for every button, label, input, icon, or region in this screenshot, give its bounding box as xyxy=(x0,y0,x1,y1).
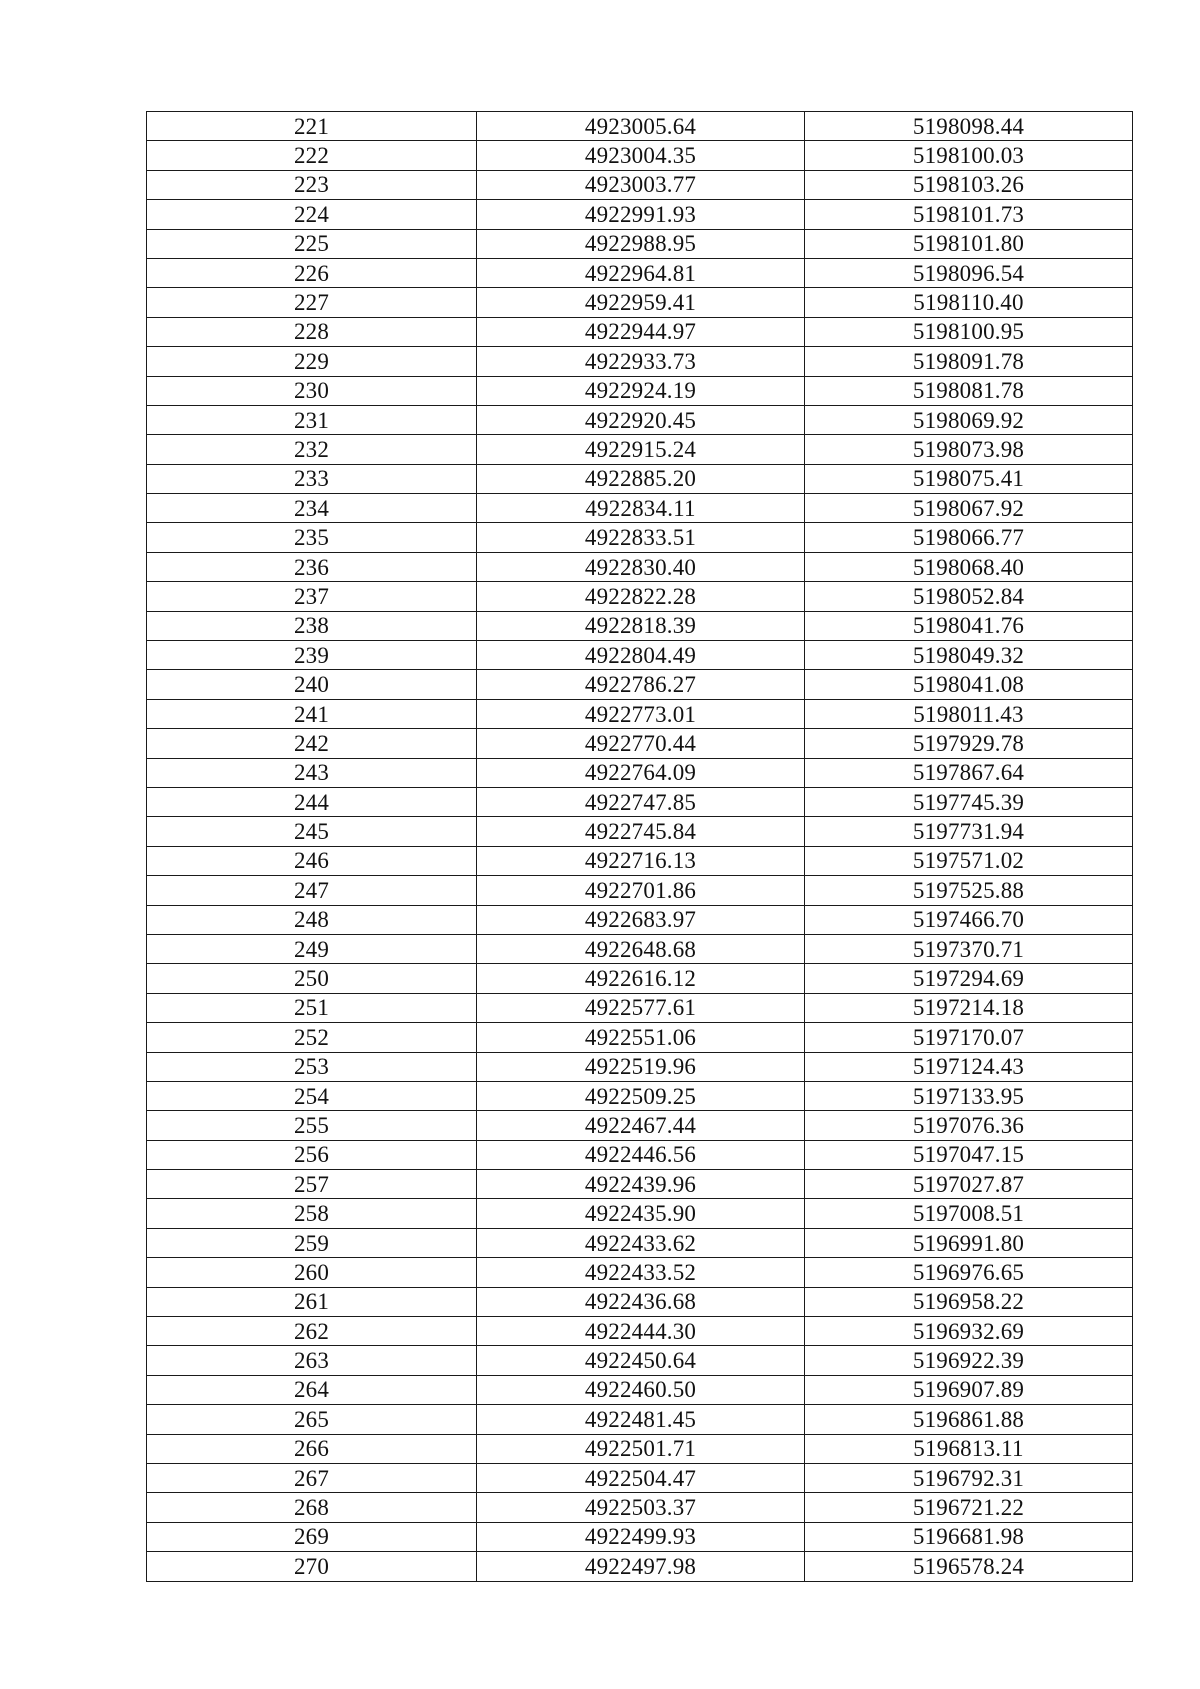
x-coordinate-cell: 4922773.01 xyxy=(477,699,805,728)
point-number-cell: 268 xyxy=(147,1493,477,1522)
y-coordinate-cell: 5196681.98 xyxy=(805,1522,1133,1551)
table-row xyxy=(147,729,1133,758)
x-coordinate-cell: 4922830.40 xyxy=(477,552,805,581)
point-number-cell: 263 xyxy=(147,1346,477,1375)
y-coordinate-cell: 5196721.22 xyxy=(805,1493,1133,1522)
x-coordinate-cell: 4922834.11 xyxy=(477,494,805,523)
point-number-cell: 261 xyxy=(147,1287,477,1316)
table-row xyxy=(147,1375,1133,1404)
table-row xyxy=(147,1111,1133,1140)
x-coordinate-cell: 4922504.47 xyxy=(477,1463,805,1492)
table-row xyxy=(147,964,1133,993)
table-row xyxy=(147,1287,1133,1316)
y-coordinate-cell: 5196976.65 xyxy=(805,1258,1133,1287)
point-number-cell: 266 xyxy=(147,1434,477,1463)
x-coordinate-cell: 4922450.64 xyxy=(477,1346,805,1375)
y-coordinate-cell: 5197133.95 xyxy=(805,1081,1133,1110)
y-coordinate-cell: 5198091.78 xyxy=(805,347,1133,376)
x-coordinate-cell: 4923004.35 xyxy=(477,141,805,170)
x-coordinate-cell: 4922924.19 xyxy=(477,376,805,405)
table-row xyxy=(147,1258,1133,1287)
x-coordinate-cell: 4922551.06 xyxy=(477,1023,805,1052)
table-row xyxy=(147,1552,1133,1581)
table-row xyxy=(147,758,1133,787)
table-row xyxy=(147,288,1133,317)
point-number-cell: 237 xyxy=(147,582,477,611)
x-coordinate-cell: 4922503.37 xyxy=(477,1493,805,1522)
table-row xyxy=(147,817,1133,846)
point-number-cell: 224 xyxy=(147,200,477,229)
y-coordinate-cell: 5196813.11 xyxy=(805,1434,1133,1463)
table-row xyxy=(147,1140,1133,1169)
table-row xyxy=(147,1317,1133,1346)
y-coordinate-cell: 5196792.31 xyxy=(805,1463,1133,1492)
point-number-cell: 235 xyxy=(147,523,477,552)
x-coordinate-cell: 4922433.52 xyxy=(477,1258,805,1287)
y-coordinate-cell: 5196932.69 xyxy=(805,1317,1133,1346)
point-number-cell: 252 xyxy=(147,1023,477,1052)
y-coordinate-cell: 5198067.92 xyxy=(805,494,1133,523)
point-number-cell: 251 xyxy=(147,993,477,1022)
x-coordinate-cell: 4922497.98 xyxy=(477,1552,805,1581)
y-coordinate-cell: 5198066.77 xyxy=(805,523,1133,552)
x-coordinate-cell: 4922804.49 xyxy=(477,641,805,670)
y-coordinate-cell: 5197008.51 xyxy=(805,1199,1133,1228)
x-coordinate-cell: 4922467.44 xyxy=(477,1111,805,1140)
y-coordinate-cell: 5198103.26 xyxy=(805,170,1133,199)
table-row xyxy=(147,347,1133,376)
x-coordinate-cell: 4922683.97 xyxy=(477,905,805,934)
y-coordinate-cell: 5196958.22 xyxy=(805,1287,1133,1316)
table-row xyxy=(147,1493,1133,1522)
y-coordinate-cell: 5196578.24 xyxy=(805,1552,1133,1581)
point-number-cell: 243 xyxy=(147,758,477,787)
point-number-cell: 248 xyxy=(147,905,477,934)
point-number-cell: 253 xyxy=(147,1052,477,1081)
table-row xyxy=(147,141,1133,170)
table-row xyxy=(147,200,1133,229)
point-number-cell: 244 xyxy=(147,787,477,816)
x-coordinate-cell: 4922770.44 xyxy=(477,729,805,758)
table-row xyxy=(147,1463,1133,1492)
y-coordinate-cell: 5198096.54 xyxy=(805,258,1133,287)
y-coordinate-cell: 5198041.08 xyxy=(805,670,1133,699)
point-number-cell: 233 xyxy=(147,464,477,493)
x-coordinate-cell: 4922745.84 xyxy=(477,817,805,846)
y-coordinate-cell: 5196922.39 xyxy=(805,1346,1133,1375)
x-coordinate-cell: 4922988.95 xyxy=(477,229,805,258)
y-coordinate-cell: 5197745.39 xyxy=(805,787,1133,816)
table-row xyxy=(147,1228,1133,1257)
table-row xyxy=(147,229,1133,258)
y-coordinate-cell: 5196861.88 xyxy=(805,1405,1133,1434)
table-row xyxy=(147,699,1133,728)
x-coordinate-cell: 4922964.81 xyxy=(477,258,805,287)
y-coordinate-cell: 5197731.94 xyxy=(805,817,1133,846)
x-coordinate-cell: 4922433.62 xyxy=(477,1228,805,1257)
point-number-cell: 247 xyxy=(147,876,477,905)
point-number-cell: 231 xyxy=(147,405,477,434)
x-coordinate-cell: 4922648.68 xyxy=(477,934,805,963)
point-number-cell: 230 xyxy=(147,376,477,405)
table-row xyxy=(147,670,1133,699)
point-number-cell: 239 xyxy=(147,641,477,670)
table-row xyxy=(147,405,1133,434)
table-row xyxy=(147,376,1133,405)
y-coordinate-cell: 5196991.80 xyxy=(805,1228,1133,1257)
y-coordinate-cell: 5198101.80 xyxy=(805,229,1133,258)
x-coordinate-cell: 4922577.61 xyxy=(477,993,805,1022)
x-coordinate-cell: 4922509.25 xyxy=(477,1081,805,1110)
x-coordinate-cell: 4922501.71 xyxy=(477,1434,805,1463)
y-coordinate-cell: 5196907.89 xyxy=(805,1375,1133,1404)
table-row xyxy=(147,993,1133,1022)
x-coordinate-cell: 4922822.28 xyxy=(477,582,805,611)
table-row xyxy=(147,787,1133,816)
y-coordinate-cell: 5198068.40 xyxy=(805,552,1133,581)
y-coordinate-cell: 5197047.15 xyxy=(805,1140,1133,1169)
table-row xyxy=(147,1170,1133,1199)
x-coordinate-cell: 4922481.45 xyxy=(477,1405,805,1434)
y-coordinate-cell: 5198110.40 xyxy=(805,288,1133,317)
x-coordinate-cell: 4922933.73 xyxy=(477,347,805,376)
y-coordinate-cell: 5198049.32 xyxy=(805,641,1133,670)
point-number-cell: 236 xyxy=(147,552,477,581)
table-row xyxy=(147,1346,1133,1375)
point-number-cell: 267 xyxy=(147,1463,477,1492)
x-coordinate-cell: 4922747.85 xyxy=(477,787,805,816)
table-row xyxy=(147,1081,1133,1110)
point-number-cell: 269 xyxy=(147,1522,477,1551)
y-coordinate-cell: 5197571.02 xyxy=(805,846,1133,875)
table-row xyxy=(147,876,1133,905)
point-number-cell: 270 xyxy=(147,1552,477,1581)
y-coordinate-cell: 5198069.92 xyxy=(805,405,1133,434)
y-coordinate-cell: 5198100.95 xyxy=(805,317,1133,346)
table-row xyxy=(147,905,1133,934)
x-coordinate-cell: 4922885.20 xyxy=(477,464,805,493)
table-row xyxy=(147,582,1133,611)
point-number-cell: 254 xyxy=(147,1081,477,1110)
table-row xyxy=(147,1522,1133,1551)
y-coordinate-cell: 5197929.78 xyxy=(805,729,1133,758)
table-row xyxy=(147,112,1133,141)
x-coordinate-cell: 4922959.41 xyxy=(477,288,805,317)
point-number-cell: 245 xyxy=(147,817,477,846)
y-coordinate-cell: 5197294.69 xyxy=(805,964,1133,993)
point-number-cell: 223 xyxy=(147,170,477,199)
point-number-cell: 241 xyxy=(147,699,477,728)
x-coordinate-cell: 4922818.39 xyxy=(477,611,805,640)
y-coordinate-cell: 5198098.44 xyxy=(805,112,1133,141)
x-coordinate-cell: 4922764.09 xyxy=(477,758,805,787)
point-number-cell: 249 xyxy=(147,934,477,963)
x-coordinate-cell: 4922444.30 xyxy=(477,1317,805,1346)
x-coordinate-cell: 4922944.97 xyxy=(477,317,805,346)
y-coordinate-cell: 5198052.84 xyxy=(805,582,1133,611)
point-number-cell: 228 xyxy=(147,317,477,346)
table-row xyxy=(147,464,1133,493)
point-number-cell: 222 xyxy=(147,141,477,170)
point-number-cell: 221 xyxy=(147,112,477,141)
y-coordinate-cell: 5197214.18 xyxy=(805,993,1133,1022)
x-coordinate-cell: 4923005.64 xyxy=(477,112,805,141)
table-row xyxy=(147,494,1133,523)
point-number-cell: 256 xyxy=(147,1140,477,1169)
y-coordinate-cell: 5197525.88 xyxy=(805,876,1133,905)
point-number-cell: 227 xyxy=(147,288,477,317)
table-row xyxy=(147,435,1133,464)
y-coordinate-cell: 5198011.43 xyxy=(805,699,1133,728)
table-row xyxy=(147,552,1133,581)
y-coordinate-cell: 5198081.78 xyxy=(805,376,1133,405)
point-number-cell: 262 xyxy=(147,1317,477,1346)
point-number-cell: 260 xyxy=(147,1258,477,1287)
table-row xyxy=(147,170,1133,199)
table-row xyxy=(147,641,1133,670)
coordinates-table xyxy=(146,111,1133,1582)
point-number-cell: 250 xyxy=(147,964,477,993)
x-coordinate-cell: 4922920.45 xyxy=(477,405,805,434)
x-coordinate-cell: 4922991.93 xyxy=(477,200,805,229)
point-number-cell: 225 xyxy=(147,229,477,258)
x-coordinate-cell: 4922786.27 xyxy=(477,670,805,699)
point-number-cell: 234 xyxy=(147,494,477,523)
y-coordinate-cell: 5197027.87 xyxy=(805,1170,1133,1199)
x-coordinate-cell: 4922439.96 xyxy=(477,1170,805,1199)
point-number-cell: 255 xyxy=(147,1111,477,1140)
table-row xyxy=(147,1434,1133,1463)
x-coordinate-cell: 4922446.56 xyxy=(477,1140,805,1169)
point-number-cell: 242 xyxy=(147,729,477,758)
x-coordinate-cell: 4922519.96 xyxy=(477,1052,805,1081)
y-coordinate-cell: 5197466.70 xyxy=(805,905,1133,934)
point-number-cell: 258 xyxy=(147,1199,477,1228)
table-row xyxy=(147,258,1133,287)
point-number-cell: 240 xyxy=(147,670,477,699)
table-row xyxy=(147,934,1133,963)
table-row xyxy=(147,1052,1133,1081)
x-coordinate-cell: 4922701.86 xyxy=(477,876,805,905)
x-coordinate-cell: 4922435.90 xyxy=(477,1199,805,1228)
x-coordinate-cell: 4922833.51 xyxy=(477,523,805,552)
x-coordinate-cell: 4923003.77 xyxy=(477,170,805,199)
point-number-cell: 229 xyxy=(147,347,477,376)
coordinates-table-body xyxy=(147,112,1133,1582)
y-coordinate-cell: 5197124.43 xyxy=(805,1052,1133,1081)
y-coordinate-cell: 5197076.36 xyxy=(805,1111,1133,1140)
x-coordinate-cell: 4922716.13 xyxy=(477,846,805,875)
y-coordinate-cell: 5197867.64 xyxy=(805,758,1133,787)
table-row xyxy=(147,1405,1133,1434)
point-number-cell: 246 xyxy=(147,846,477,875)
x-coordinate-cell: 4922460.50 xyxy=(477,1375,805,1404)
x-coordinate-cell: 4922915.24 xyxy=(477,435,805,464)
y-coordinate-cell: 5197170.07 xyxy=(805,1023,1133,1052)
x-coordinate-cell: 4922616.12 xyxy=(477,964,805,993)
point-number-cell: 264 xyxy=(147,1375,477,1404)
y-coordinate-cell: 5198041.76 xyxy=(805,611,1133,640)
y-coordinate-cell: 5198075.41 xyxy=(805,464,1133,493)
x-coordinate-cell: 4922499.93 xyxy=(477,1522,805,1551)
table-row xyxy=(147,1023,1133,1052)
point-number-cell: 232 xyxy=(147,435,477,464)
point-number-cell: 259 xyxy=(147,1228,477,1257)
table-row xyxy=(147,523,1133,552)
point-number-cell: 257 xyxy=(147,1170,477,1199)
y-coordinate-cell: 5197370.71 xyxy=(805,934,1133,963)
table-row xyxy=(147,611,1133,640)
y-coordinate-cell: 5198073.98 xyxy=(805,435,1133,464)
table-row xyxy=(147,317,1133,346)
y-coordinate-cell: 5198100.03 xyxy=(805,141,1133,170)
x-coordinate-cell: 4922436.68 xyxy=(477,1287,805,1316)
point-number-cell: 226 xyxy=(147,258,477,287)
point-number-cell: 265 xyxy=(147,1405,477,1434)
table-row xyxy=(147,1199,1133,1228)
y-coordinate-cell: 5198101.73 xyxy=(805,200,1133,229)
point-number-cell: 238 xyxy=(147,611,477,640)
table-row xyxy=(147,846,1133,875)
